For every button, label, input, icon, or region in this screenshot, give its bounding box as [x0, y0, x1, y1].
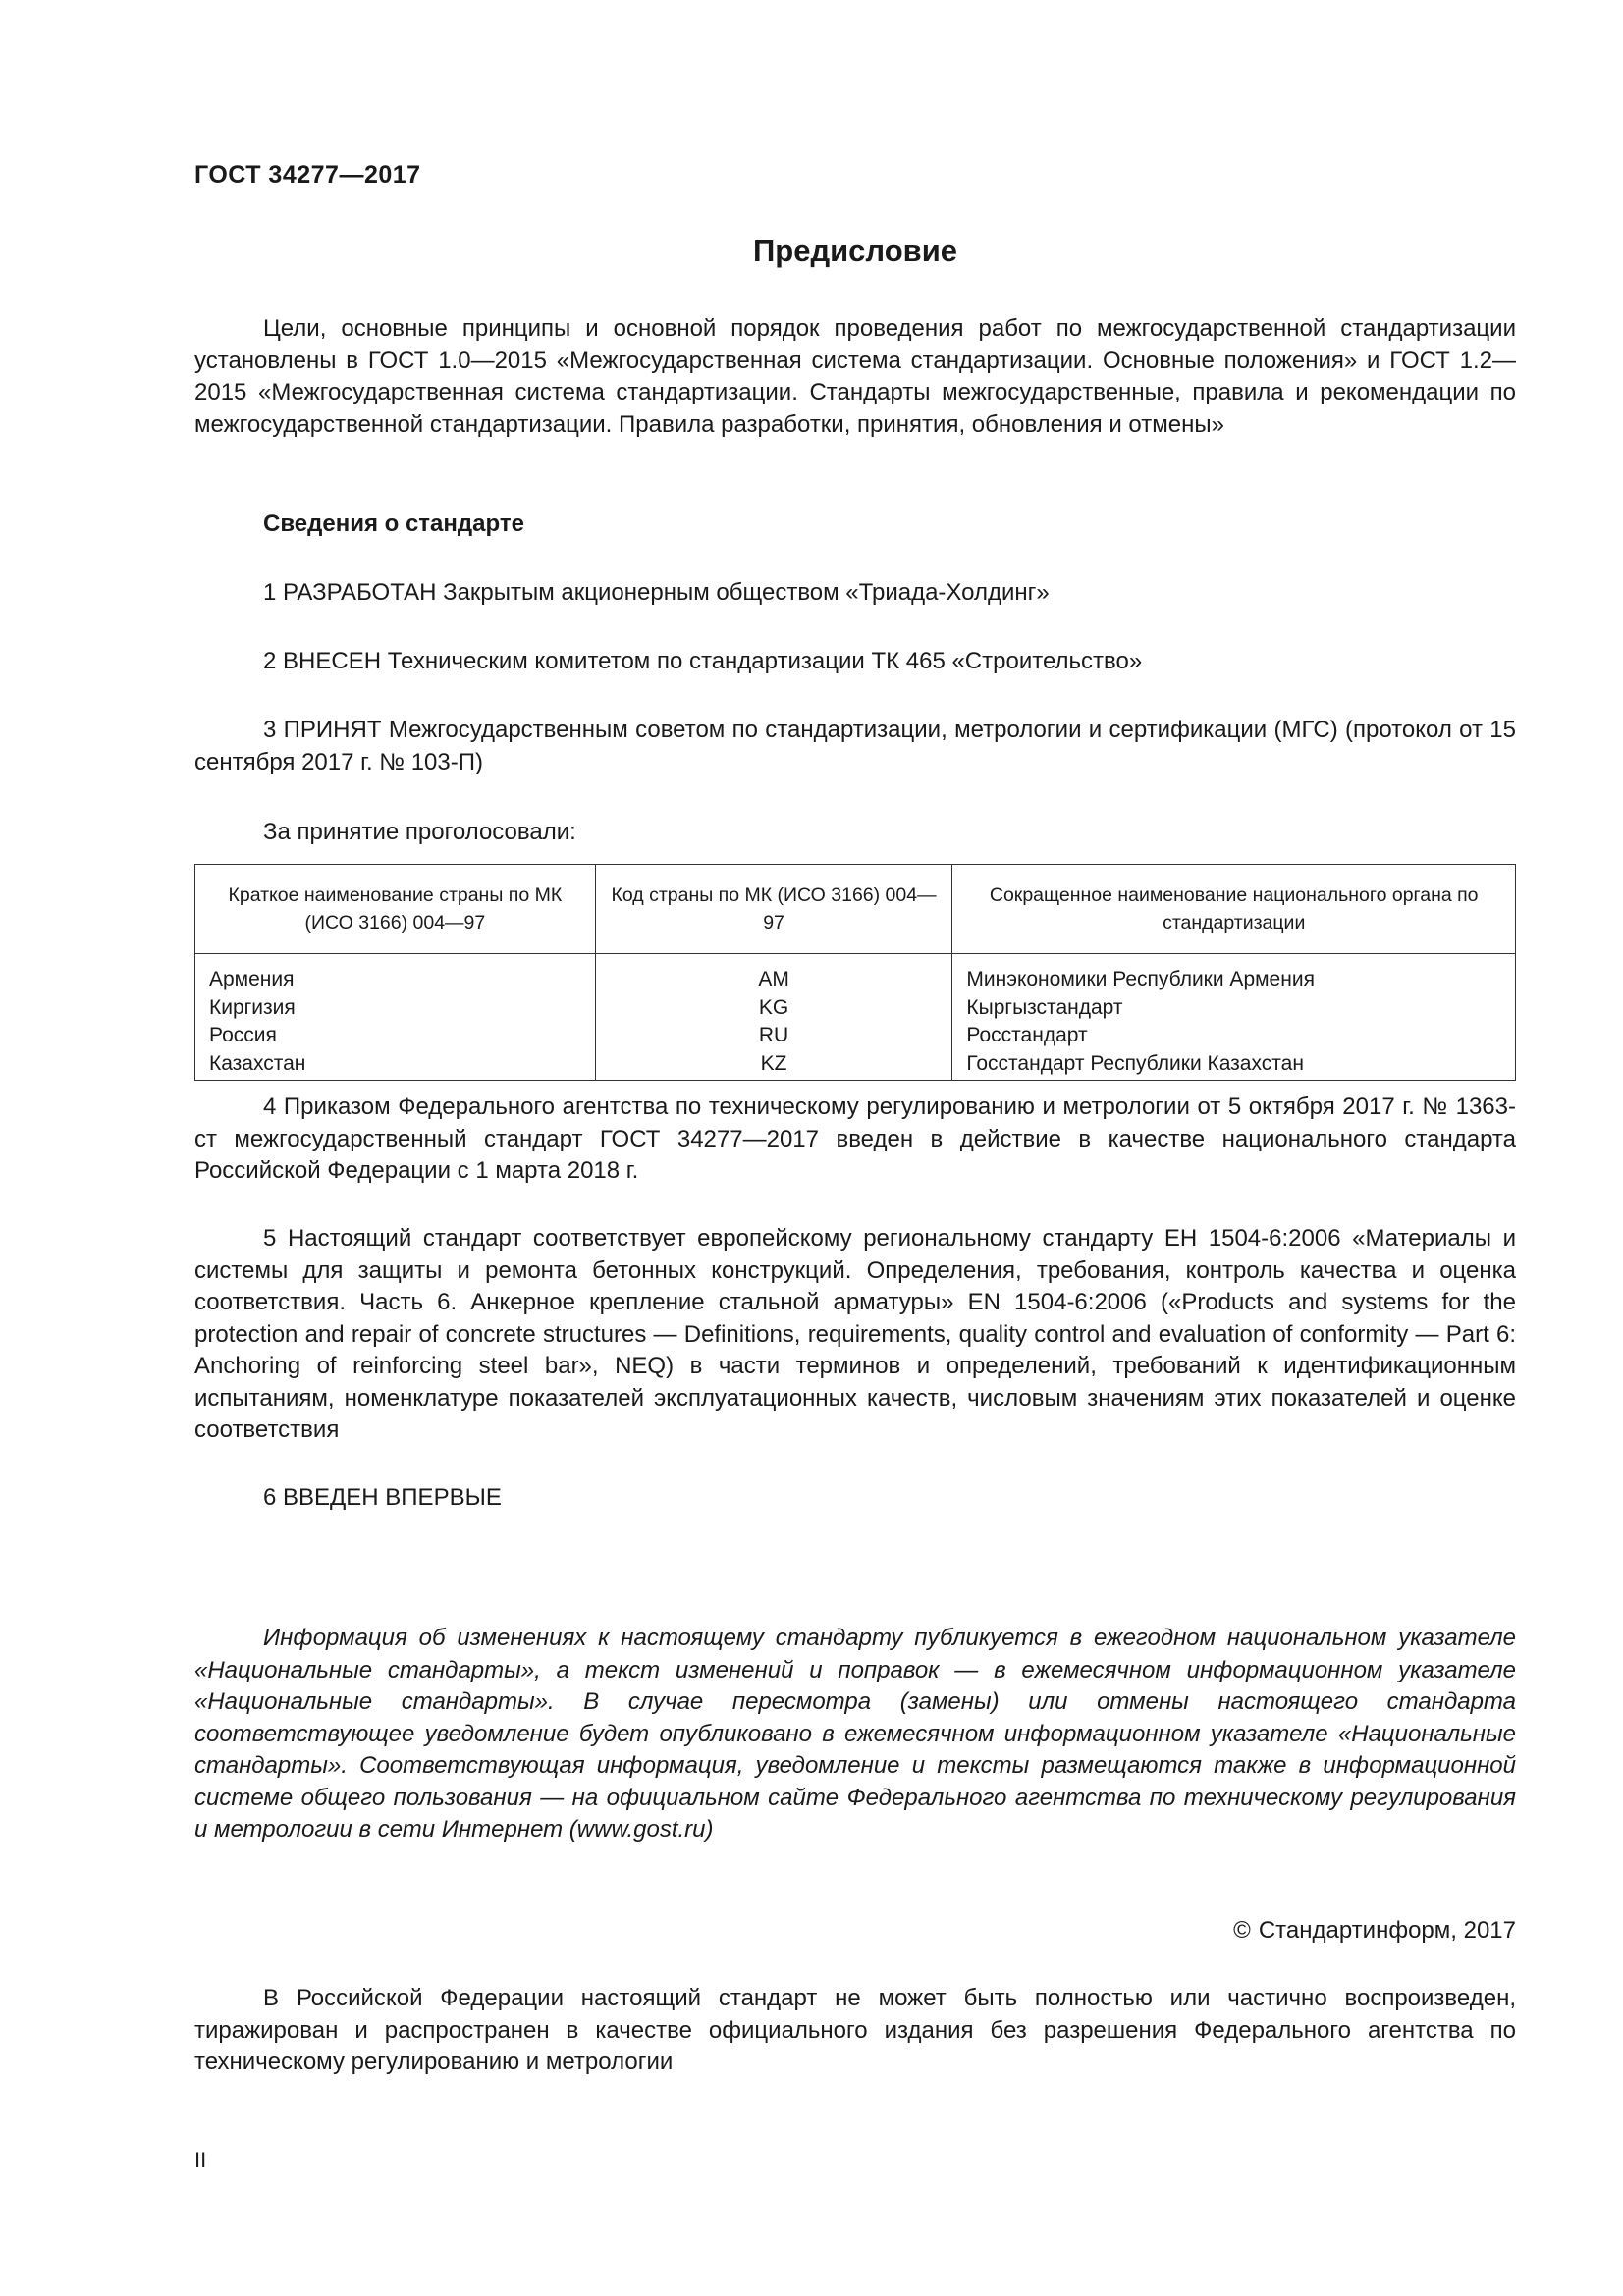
voting-table — [194, 864, 1516, 1081]
body-cell: Госстандарт Республики Казахстан — [952, 1050, 1516, 1081]
body-cell: Кыргызстандарт — [952, 994, 1516, 1023]
country-cell: Россия — [195, 1022, 596, 1050]
section-title: Предисловие — [752, 234, 957, 268]
table-row — [195, 994, 1516, 1023]
header-country-code: Код страны по МК (ИСО 3166) 004—97 — [595, 865, 952, 954]
item-1-developed: 1 РАЗРАБОТАН Закрытым акционерным обществом «Триада-Холдинг» — [263, 579, 1050, 606]
item-5-correspondence: 5 Настоящий стандарт соответствует европейскому региональному стандарту ЕН 1504-6:2006 «Материалы и системы для защиты и ремонта бетонных конструкций. Определения, требования, контроль качества и оценка соответствия. Часть 6. Анкерное крепление стальной арматуры» EN 1504-6:2006 («Products and systems for the protection and repair of concrete structures — Definitions, requirements, quality control and evaluation of conformity — Part 6: Anchoring of reinforcing steel bar», NEQ) в части терминов и определений, требований к идентификационным испытаниям, номенклатуре показателей эксплуатационных качеств, числовым значениям этих показателей и оценке соответствия — [194, 1225, 1516, 1443]
table-header-row — [195, 865, 1516, 954]
item-4-order: 4 Приказом Федерального агентства по техническому регулированию и метрологии от 5 октября 2017 г. № 1363-ст межгосударственный стандарт ГОСТ 34277—2017 введен в действие в качестве национального стандарта Российской Федерации с 1 марта 2018 г. — [194, 1094, 1516, 1184]
copyright-line — [1233, 1917, 1516, 1945]
code-cell: AM — [595, 954, 952, 994]
body-cell: Росстандарт — [952, 1022, 1516, 1050]
voted-label: За принятие проголосовали: — [263, 819, 576, 845]
country-cell: Киргизия — [195, 994, 596, 1023]
header-country-name: Краткое наименование страны по МК (ИСО 3166) 004—97 — [195, 865, 596, 954]
copyright-icon: © — [1233, 1917, 1251, 1944]
table-row — [195, 1022, 1516, 1050]
code-cell: KZ — [595, 1050, 952, 1081]
table-row — [195, 1050, 1516, 1081]
item-3-adopted: 3 ПРИНЯТ Межгосударственным советом по стандартизации, метрологии и сертификации (МГС) (протокол от 15 сентября 2017 г. № 103-П) — [194, 717, 1516, 775]
code-cell: RU — [595, 1022, 952, 1050]
country-cell: Армения — [195, 954, 596, 994]
copyright-text: Стандартинформ, 2017 — [1258, 1917, 1516, 1944]
info-heading: Сведения о стандарте — [263, 510, 524, 537]
item-6-introduced: 6 ВВЕДЕН ВПЕРВЫЕ — [263, 1484, 502, 1511]
code-cell: KG — [595, 994, 952, 1023]
item-2-submitted: 2 ВНЕСЕН Техническим комитетом по стандартизации ТК 465 «Строительство» — [263, 648, 1143, 674]
rights-paragraph: В Российской Федерации настоящий стандарт не может быть полностью или частично воспроизведен, тиражирован и распространен в качестве официального издания без разрешения Федерального агентства по техническому регулированию и метрологии — [194, 1985, 1516, 2075]
document-code-header: ГОСТ 34277—2017 — [194, 161, 421, 188]
header-national-body: Сокращенное наименование национального органа по стандартизации — [952, 865, 1516, 954]
table-row — [195, 954, 1516, 994]
body-cell: Минэкономики Республики Армения — [952, 954, 1516, 994]
change-notice-paragraph: Информация об изменениях к настоящему стандарту публикуется в ежегодном национальном указателе «Национальные стандарты», а текст изменений и поправок — в ежемесячном информационном указателе «Национальные стандарты». В случае пересмотра (замены) или отмены настоящего стандарта соответствующее уведомление будет опубликовано в ежемесячном информационном указателе «Национальные стандарты». Соответствующая информация, уведомление и тексты размещаются также в информационной системе общего пользования — на официальном сайте Федерального агентства по техническому регулирования и метрологии в сети Интернет (www.gost.ru) — [194, 1625, 1516, 1842]
page-number: II — [194, 2148, 207, 2172]
country-cell: Казахстан — [195, 1050, 596, 1081]
intro-paragraph: Цели, основные принципы и основной порядок проведения работ по межгосударственной стандартизации установлены в ГОСТ 1.0—2015 «Межгосударственная система стандартизации. Основные положения» и ГОСТ 1.2—2015 «Межгосударственная система стандартизации. Стандарты межгосударственные, правила и рекомендации по межгосударственной стандартизации. Правила разработки, принятия, обновления и отмены» — [194, 315, 1516, 438]
